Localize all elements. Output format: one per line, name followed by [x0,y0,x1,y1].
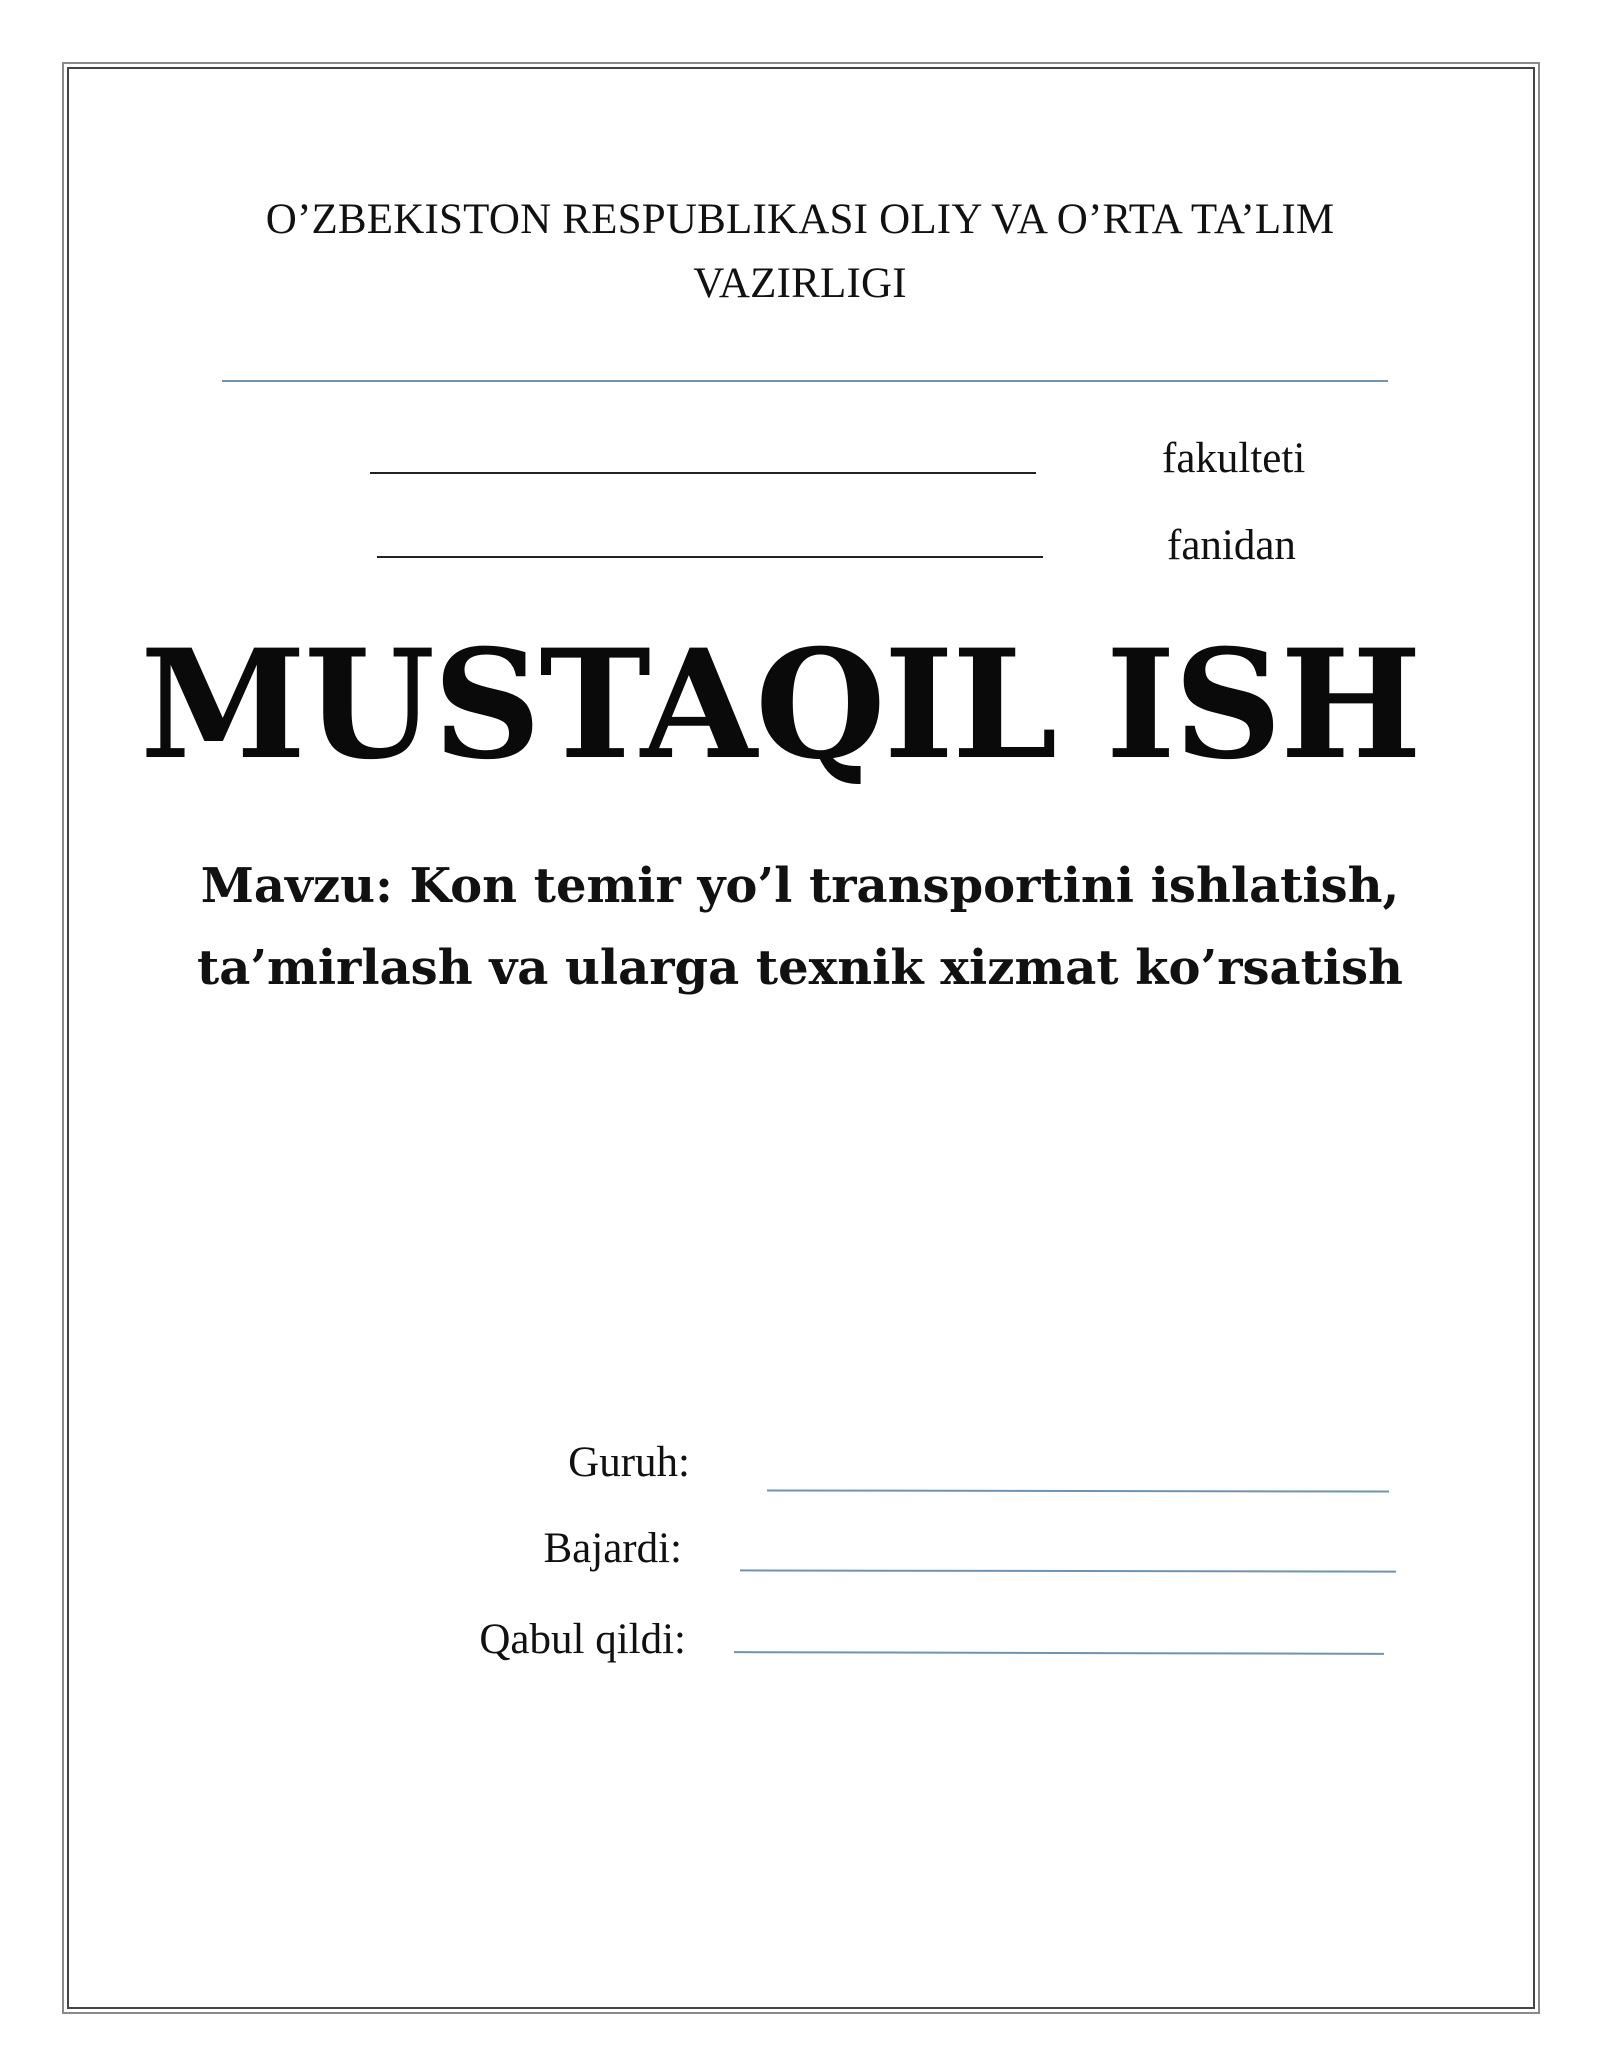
topic-block [0,845,1600,1009]
faculty-label: fakulteti [1162,435,1306,482]
ministry-header [0,188,1600,316]
document-title: MUSTAQIL ISH [140,617,1420,793]
faculty-blank-line [370,472,1036,474]
topic-line-2: ta’mirlash va ularga texnik xizmat ko’rsatish [197,940,1403,996]
subject-blank-line [377,556,1043,558]
accepted-by-label: Qabul qildi: [479,1616,686,1663]
university-blank-line [222,380,1388,382]
done-by-label: Bajardi: [543,1525,682,1572]
ministry-line-1: O’ZBEKISTON RESPUBLIKASI OLIY VA O’RTA TA’LIM [265,196,1335,243]
topic-line-1: Mavzu: Kon temir yo’l transportini ishlatish, [200,858,1400,914]
subject-label: fanidan [1167,522,1296,569]
ministry-line-2: VAZIRLIGI [693,260,907,307]
page-border-inner [67,67,1535,2009]
group-label: Guruh: [568,1439,690,1486]
